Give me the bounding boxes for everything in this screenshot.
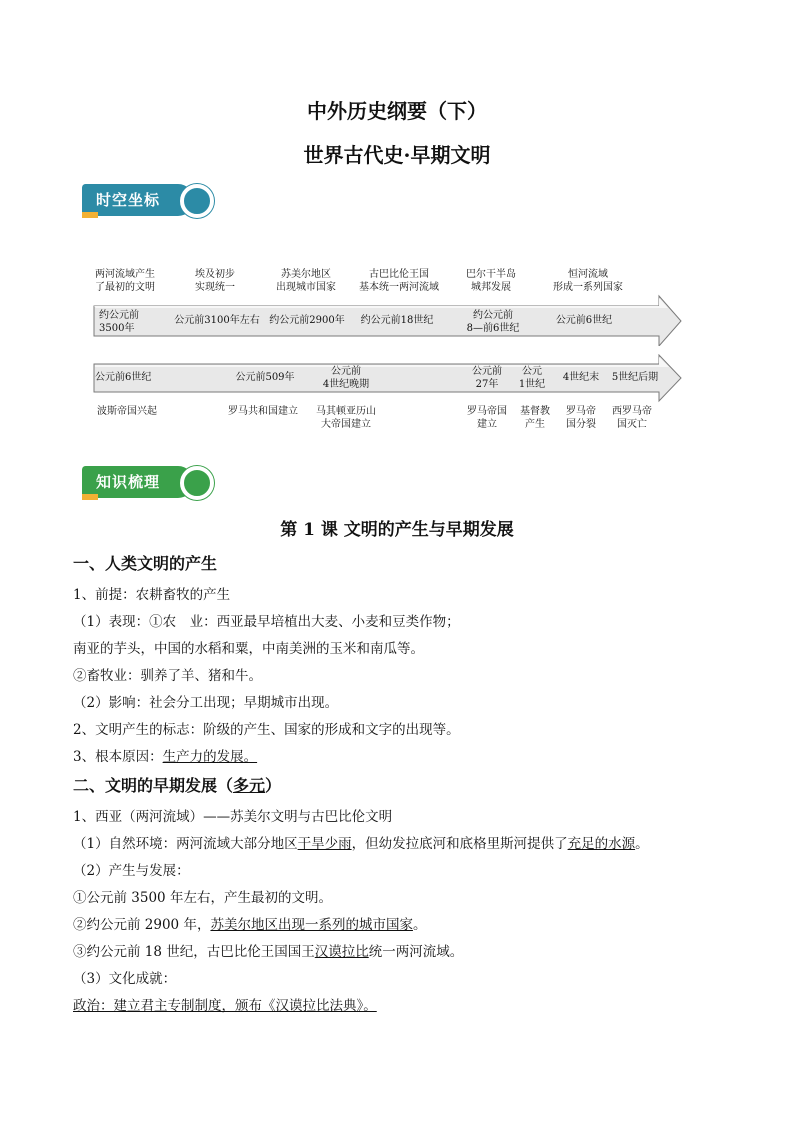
- timeline-date: 公元前509年: [235, 372, 295, 383]
- circle-icon: [180, 466, 214, 500]
- paragraph: 政治：建立君主专制制度，颁布《汉谟拉比法典》。: [73, 998, 377, 1014]
- timeline-event: 西罗马帝 国灭亡: [612, 406, 652, 430]
- timeline-date: 约公元前2900年: [269, 315, 345, 326]
- paragraph: （2）产生与发展：: [73, 863, 190, 879]
- badge-label: 知识梳理: [96, 473, 161, 491]
- timeline-date: 公元前 27年: [472, 366, 502, 390]
- paragraph: 南亚的芋头，中国的水稻和粟，中南美洲的玉米和南瓜等。: [73, 641, 424, 657]
- section-heading: 一、人类文明的产生: [73, 554, 218, 573]
- timeline-event: 巴尔干半岛 城邦发展: [466, 269, 516, 293]
- circle-icon: [180, 184, 214, 218]
- paragraph: （1）自然环境：两河流域大部分地区干旱少雨，但幼发拉底河和底格里斯河提供了充足的水源。: [73, 836, 649, 852]
- timeline-date: 公元前 4世纪晚期: [322, 366, 370, 390]
- timeline-date: 公元 1世纪: [518, 366, 546, 390]
- timeline-event: 罗马帝 国分裂: [566, 406, 596, 430]
- timeline-date: 约公元前18世纪: [360, 315, 434, 326]
- lesson-title: 第 1 课 文明的产生与早期发展: [280, 520, 514, 540]
- paragraph: ②约公元前 2900 年，苏美尔地区出现一系列的城市国家。: [73, 917, 427, 933]
- timeline-date: 约公元前 3500年: [99, 310, 139, 334]
- timeline-event: 埃及初步 实现统一: [195, 269, 235, 293]
- timeline-event: 罗马共和国建立: [228, 406, 298, 417]
- paragraph: （1）表现：①农 业：西亚最早培植出大麦、小麦和豆类作物；: [73, 614, 460, 630]
- paragraph: ①公元前 3500 年左右，产生最初的文明。: [73, 890, 332, 906]
- paragraph: 3、根本原因：生产力的发展。: [73, 749, 258, 765]
- timeline-event: 恒河流域 形成一系列国家: [553, 269, 623, 293]
- timeline-date: 公元前3100年左右: [174, 315, 260, 326]
- paragraph: 1、前提：农耕畜牧的产生: [73, 587, 231, 603]
- document-title: 中外历史纲要（下）: [307, 99, 487, 123]
- badge-label: 时空坐标: [96, 191, 161, 209]
- section-badge-knowledge: [82, 466, 210, 500]
- paragraph: （3）文化成就：: [73, 971, 177, 987]
- timeline-date: 4世纪末: [562, 372, 600, 383]
- section-badge-timeline: [82, 184, 210, 218]
- timeline-date: 公元前6世纪: [95, 372, 152, 383]
- paragraph: （2）影响：社会分工出现；早期城市出现。: [73, 695, 339, 711]
- timeline-1: [93, 266, 683, 346]
- timeline-event: 两河流域产生 了最初的文明: [95, 269, 155, 293]
- timeline-2: [93, 354, 683, 434]
- paragraph: 2、文明产生的标志：阶级的产生、国家的形成和文字的出现等。: [73, 722, 460, 738]
- timeline-date: 公元前6世纪: [555, 315, 613, 326]
- timeline-event: 苏美尔地区 出现城市国家: [276, 269, 336, 293]
- paragraph: 1、西亚（两河流域）——苏美尔文明与古巴比伦文明: [73, 809, 393, 825]
- timeline-event: 马其顿亚历山 大帝国建立: [316, 406, 376, 430]
- timeline-event: 罗马帝国 建立: [467, 406, 507, 430]
- paragraph: ②畜牧业：驯养了羊、猪和牛。: [73, 668, 262, 684]
- timeline-event: 波斯帝国兴起: [97, 406, 157, 417]
- timeline-date: 约公元前 8—前6世纪: [466, 310, 520, 334]
- document-subtitle: 世界古代史·早期文明: [303, 143, 491, 167]
- timeline-event: 基督教 产生: [520, 406, 550, 430]
- timeline-date: 5世纪后期: [611, 372, 659, 383]
- section-heading: 二、文明的早期发展（多元）: [73, 776, 282, 795]
- underlined-answer: 生产力的发展。: [162, 749, 258, 765]
- timeline-event: 古巴比伦王国 基本统一两河流域: [359, 269, 439, 293]
- paragraph: ③约公元前 18 世纪，古巴比伦王国国王汉谟拉比统一两河流域。: [73, 944, 464, 960]
